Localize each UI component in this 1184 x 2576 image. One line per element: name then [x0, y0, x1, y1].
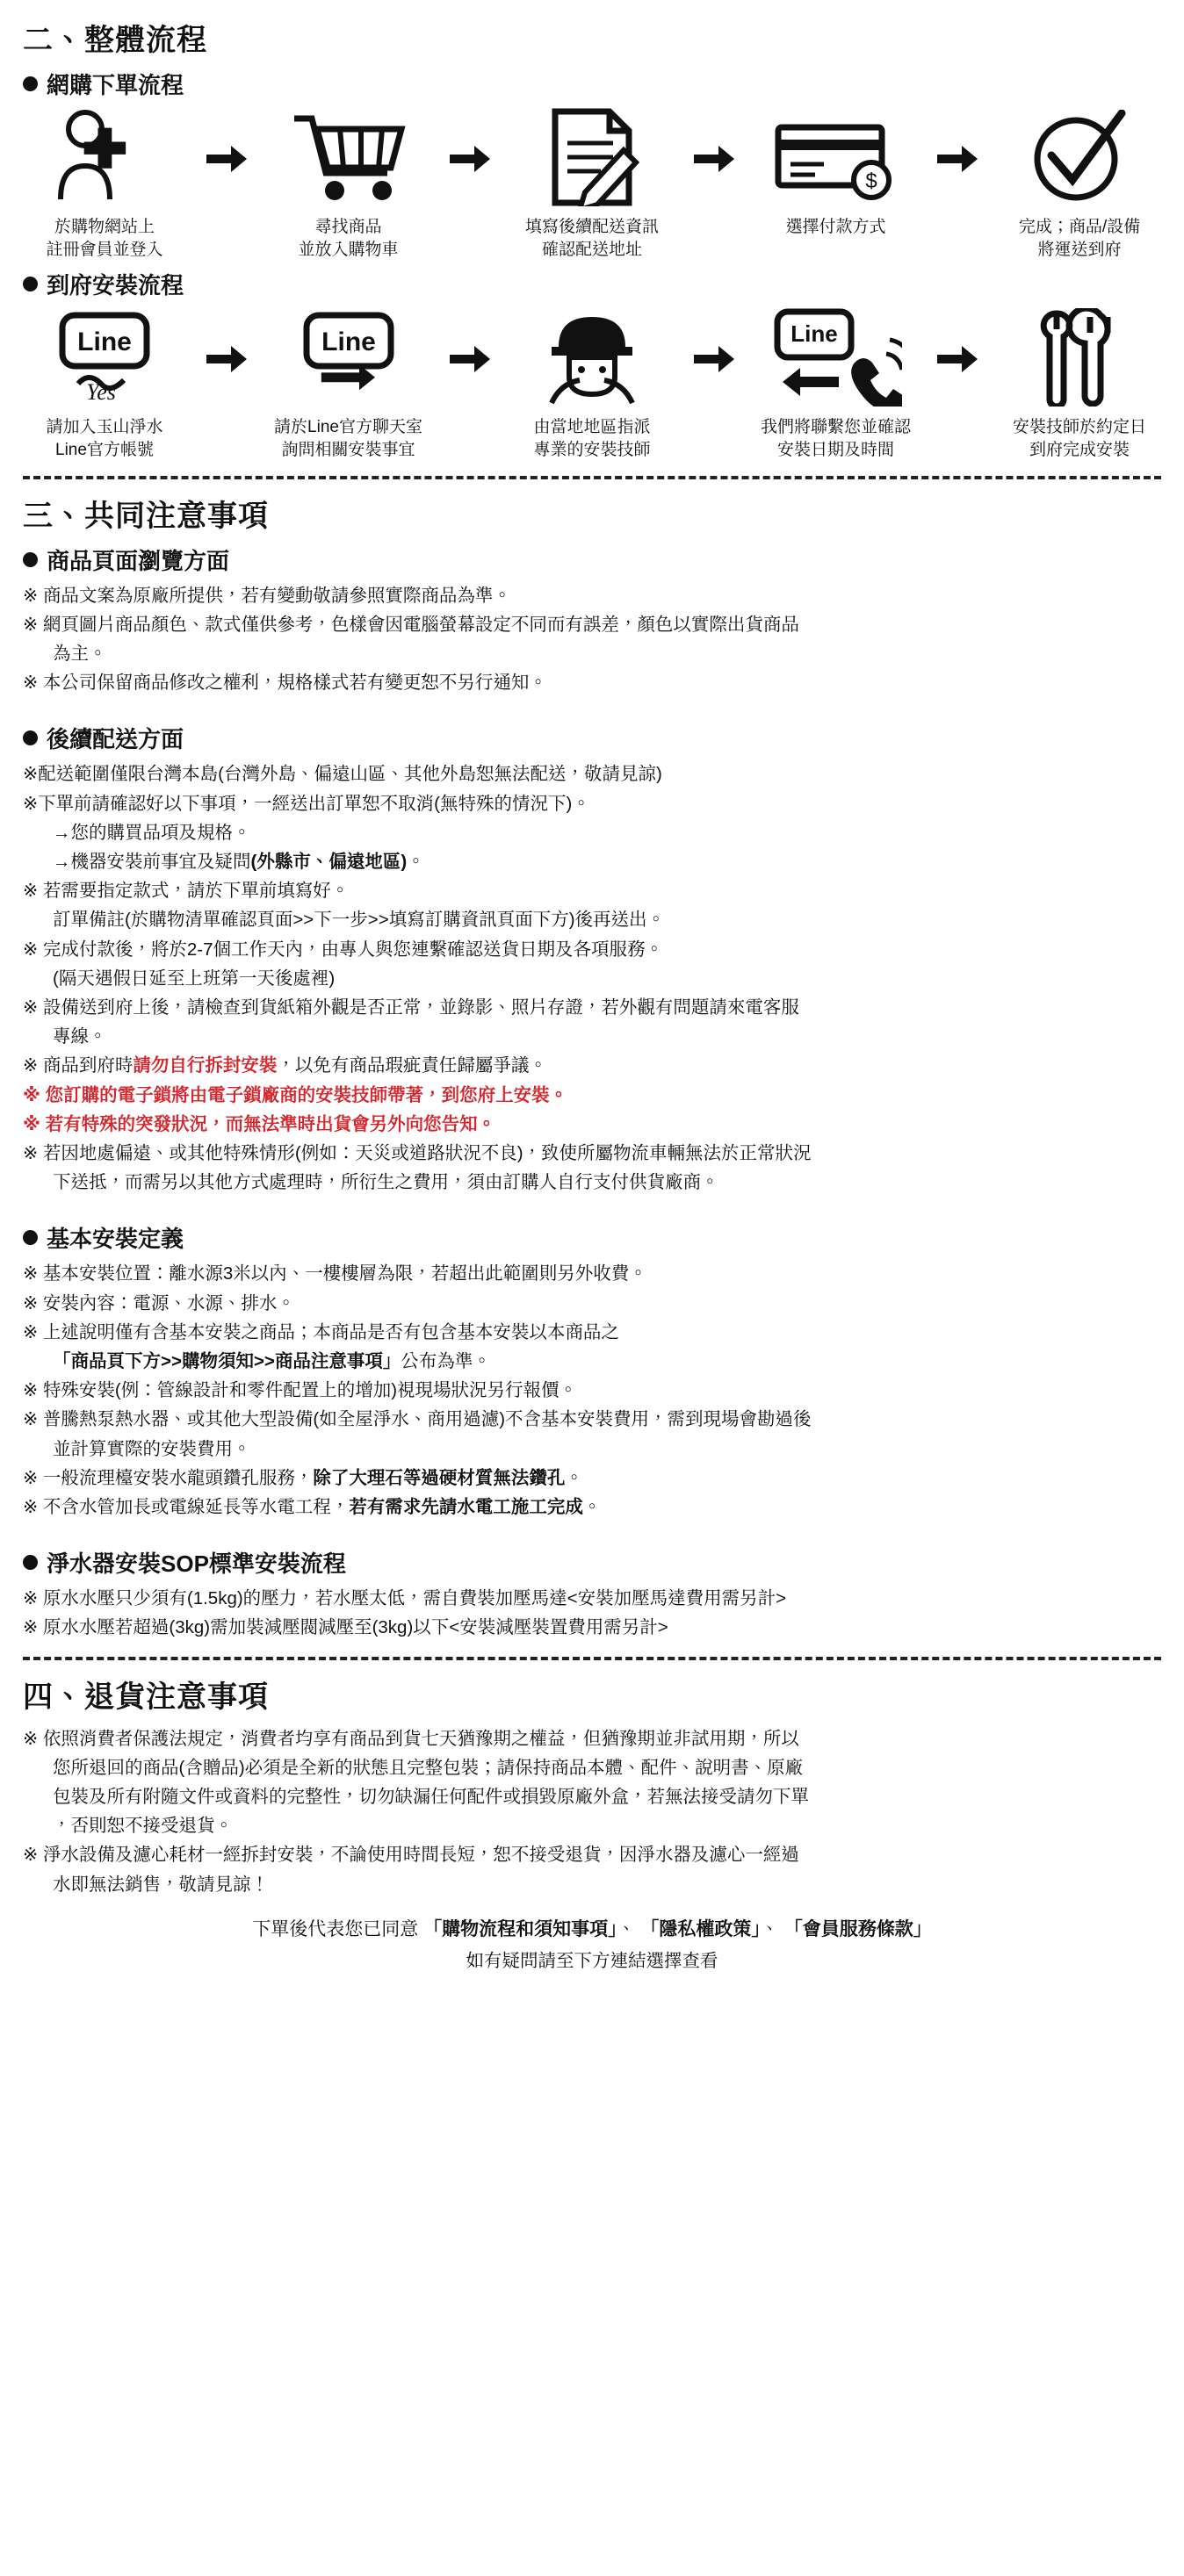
note-line: ※ 設備送到府上後，請檢查到貨紙箱外觀是否正常，並錄影、照片存證，若外觀有問題請來電客服 — [23, 997, 799, 1018]
group4-lines — [23, 1584, 1161, 1642]
arrow-icon — [206, 146, 247, 172]
flow-caption: 由當地地區指派 專業的安裝技師 — [533, 418, 651, 459]
note-line: ※配送範圍僅限台灣本島(台灣外島、偏遠山區、其他外島恕無法配送，敬請見諒) — [23, 764, 662, 785]
note-line-highlight: ※ 您訂購的電子鎖將由電子鎖廠商的安裝技師帶著，到您府上安裝。 — [23, 1084, 568, 1105]
group3-lines — [23, 1259, 1161, 1522]
note-line: 訂單備註(於購物清單確認頁面>>下一步>>填寫訂購資訊頁面下方)後再送出。 — [53, 910, 666, 931]
note-line: 並計算實際的安裝費用。 — [53, 1438, 251, 1459]
note-line: ※ 依照消費者保護法規定，消費者均享有商品到貨七天猶豫期之權益，但猶豫期並非試用期，所以 — [23, 1728, 799, 1749]
phone-call-icon — [770, 306, 902, 409]
checkmark-circle-icon — [1030, 105, 1129, 209]
flow-caption: 填寫後續配送資訊 確認配送地址 — [524, 218, 659, 259]
group-basic-install — [23, 1221, 1161, 1254]
note-line: ※ 原水水壓只少須有(1.5kg)的壓力，若水壓太低，需自費裝加壓馬達<安裝加壓馬達費用需另計> — [23, 1588, 787, 1609]
note-line: 下送抵，而需另以其他方式處理時，所衍生之費用，須由訂購人自行支付供貨廠商。 — [53, 1172, 719, 1193]
note-line: 水即無法銷售，敬請見諒！ — [53, 1874, 269, 1895]
note-line: 您所退回的商品(含贈品)必須是全新的狀態且完整包裝；請保持商品本體、配件、說明書、原廠 — [53, 1757, 804, 1778]
note-line-highlight: ※ 若有特殊的突發狀況，而無法準時出貨會另外向您告知。 — [23, 1113, 496, 1134]
subsection-label: 到府安裝流程 — [47, 272, 184, 299]
note-line: ※ 普騰熱泵熱水器、或其他大型設備(如全屋淨水、商用過濾)不含基本安裝費用，需到現場會勘過後 — [23, 1409, 812, 1430]
arrow-icon — [937, 146, 978, 172]
group-heading: 後續配送方面 — [47, 726, 184, 753]
install-flow — [23, 306, 1161, 461]
flow-caption: 選擇付款方式 — [785, 218, 886, 236]
group-sop — [23, 1546, 1161, 1579]
note-line: ※ 安裝內容：電源、水源、排水。 — [23, 1292, 295, 1313]
note-line: ※ 特殊安裝(例：管線設計和零件配置上的增加)視現場狀況另行報價。 — [23, 1380, 578, 1401]
note-line: →您的購買品項及規格。 — [53, 822, 251, 843]
divider — [23, 1657, 1161, 1660]
bullet-dot-icon — [23, 552, 38, 567]
bullet-dot-icon — [23, 1230, 38, 1245]
link-member-terms[interactable]: 「會員服務條款」 — [783, 1918, 932, 1939]
flow-caption: 於購物網站上 註冊會員並登入 — [46, 218, 163, 259]
flow-step — [267, 306, 430, 461]
group-product-page-browsing — [23, 543, 1161, 576]
group2-lines — [23, 759, 1161, 1197]
flow-step — [510, 306, 674, 461]
note-line: ※ 一般流理檯安裝水龍頭鑽孔服務，除了大理石等過硬材質無法鑽孔。 — [23, 1467, 583, 1488]
note-line: ※ 原水水壓若超過(3kg)需加裝減壓閥減壓至(3kg)以下<安裝減壓裝置費用需另計> — [23, 1617, 668, 1638]
flow-step — [23, 306, 186, 461]
group-heading: 基本安裝定義 — [47, 1226, 184, 1253]
section2-title: 二、整體流程 — [23, 24, 207, 57]
arrow-icon — [450, 346, 490, 372]
flow-caption: 請於Line官方聊天室 詢問相關安裝事宜 — [274, 418, 422, 459]
note-line: ※下單前請確認好以下事項，一經送出訂單恕不取消(無特殊的情況下)。 — [23, 793, 590, 814]
note-line: 專線。 — [53, 1026, 107, 1047]
flow-caption: 請加入玉山淨水 Line官方帳號 — [46, 418, 163, 459]
footer-agreement — [23, 1915, 1161, 1945]
svg-text:Line: Line — [321, 327, 376, 357]
note-line: ※ 若需要指定款式，請於下單前填寫好。 — [23, 881, 350, 902]
svg-text:Line: Line — [790, 320, 838, 348]
subsection-install-flow — [23, 268, 1161, 300]
svg-text:Line: Line — [77, 327, 132, 357]
arrow-icon — [450, 146, 490, 172]
arrow-icon — [937, 346, 978, 372]
bullet-dot-icon — [23, 76, 38, 91]
group1-lines — [23, 581, 1161, 698]
note-line: 包裝及所有附隨文件或資料的完整性，切勿缺漏任何配件或損毀原廠外盒，若無法接受請勿下單 — [53, 1787, 809, 1808]
section4-title: 四、退貨注意事項 — [23, 1680, 269, 1714]
note-line: ※ 商品文案為原廠所提供，若有變動敬請參照實際商品為準。 — [23, 585, 511, 606]
note-line: 「商品頁下方>>購物須知>>商品注意事項」公布為準。 — [53, 1351, 491, 1372]
footer-note: 如有疑問請至下方連結選擇查看 — [466, 1951, 718, 1972]
flow-step — [754, 306, 918, 461]
group-delivery — [23, 722, 1161, 754]
online-order-flow — [23, 105, 1161, 261]
subsection-label: 網購下單流程 — [47, 72, 184, 98]
arrow-icon — [206, 346, 247, 372]
note-line: (隔天遇假日延至上班第一天後處裡) — [53, 968, 336, 989]
footer-prefix: 下單後代表您已同意 — [252, 1918, 419, 1939]
bullet-dot-icon — [23, 730, 38, 745]
note-line: ※ 若因地處偏遠、或其他特殊情形(例如：天災或道路狀況不良)，致使所屬物流車輛無法於正常狀況 — [23, 1143, 812, 1164]
note-line: ※ 完成付款後，將於2-7個工作天內，由專人與您連繫確認送貨日期及各項服務。 — [23, 939, 663, 960]
group-heading: 淨水器安裝SOP標準安裝流程 — [47, 1551, 346, 1578]
arrow-icon — [694, 346, 734, 372]
link-privacy-policy[interactable]: 「隱私權政策」 — [640, 1918, 761, 1939]
note-line: ，否則恕不接受退貨。 — [53, 1816, 233, 1837]
user-register-icon — [52, 105, 157, 209]
note-line: 為主。 — [53, 643, 107, 664]
flow-caption: 尋找商品 並放入購物車 — [298, 218, 399, 259]
flow-step — [510, 105, 674, 261]
section3-title: 三、共同注意事項 — [23, 499, 269, 533]
bullet-dot-icon — [23, 277, 38, 291]
note-line: ※ 不含水管加長或電線延長等水電工程，若有需求先請水電工施工完成。 — [23, 1497, 602, 1518]
return-policy-lines — [23, 1724, 1161, 1899]
flow-step — [23, 105, 186, 261]
flow-caption: 我們將聯繫您並確認 安裝日期及時間 — [760, 418, 911, 459]
note-line: ※ 淨水設備及濾心耗材一經拆封安裝，不論使用時間長短，恕不接受退貨，因淨水器及濾心一經過 — [23, 1845, 799, 1866]
footer-separator: 、 — [617, 1918, 636, 1939]
tools-wrench-icon — [1027, 306, 1132, 409]
note-line: →機器安裝前事宜及疑問(外縣市、偏遠地區)。 — [53, 851, 425, 872]
link-shopping-process[interactable]: 「購物流程和須知事項」 — [423, 1918, 617, 1939]
line-add-friend-icon — [52, 306, 157, 409]
flow-step — [998, 105, 1161, 261]
note-line: ※ 上述說明僅有含基本安裝之商品；本商品是否有包含基本安裝以本商品之 — [23, 1321, 619, 1342]
line-chat-icon — [296, 306, 401, 409]
note-line: ※ 網頁圖片商品顏色、款式僅供參考，色樣會因電腦螢幕設定不同而有誤差，顏色以實際出貨商品 — [23, 614, 799, 635]
bullet-dot-icon — [23, 1555, 38, 1570]
subsection-online-order — [23, 68, 1161, 100]
note-line: ※ 本公司保留商品修改之權利，規格樣式若有變更恕不另行通知。 — [23, 673, 547, 694]
divider — [23, 476, 1161, 479]
flow-step — [267, 105, 430, 261]
svg-text:Yes: Yes — [86, 379, 116, 406]
flow-caption: 安裝技師於約定日 到府完成安裝 — [1012, 418, 1146, 459]
note-line: ※ 商品到府時請勿自行拆封安裝，以免有商品瑕疵責任歸屬爭議。 — [23, 1055, 547, 1076]
form-pen-icon — [539, 105, 645, 209]
flow-caption: 完成；商品/設備 將運送到府 — [1018, 218, 1141, 259]
credit-card-icon — [775, 105, 898, 209]
footer-separator: 、 — [760, 1918, 779, 1939]
svg-text:$: $ — [864, 169, 877, 193]
technician-icon — [539, 306, 645, 409]
flow-step — [998, 306, 1161, 461]
flow-step — [754, 105, 918, 239]
shopping-cart-icon — [291, 105, 407, 209]
note-line: ※ 基本安裝位置：離水源3米以內、一樓樓層為限，若超出此範圍則另外收費。 — [23, 1263, 647, 1284]
arrow-icon — [694, 146, 734, 172]
group-heading: 商品頁面瀏覽方面 — [47, 547, 230, 574]
